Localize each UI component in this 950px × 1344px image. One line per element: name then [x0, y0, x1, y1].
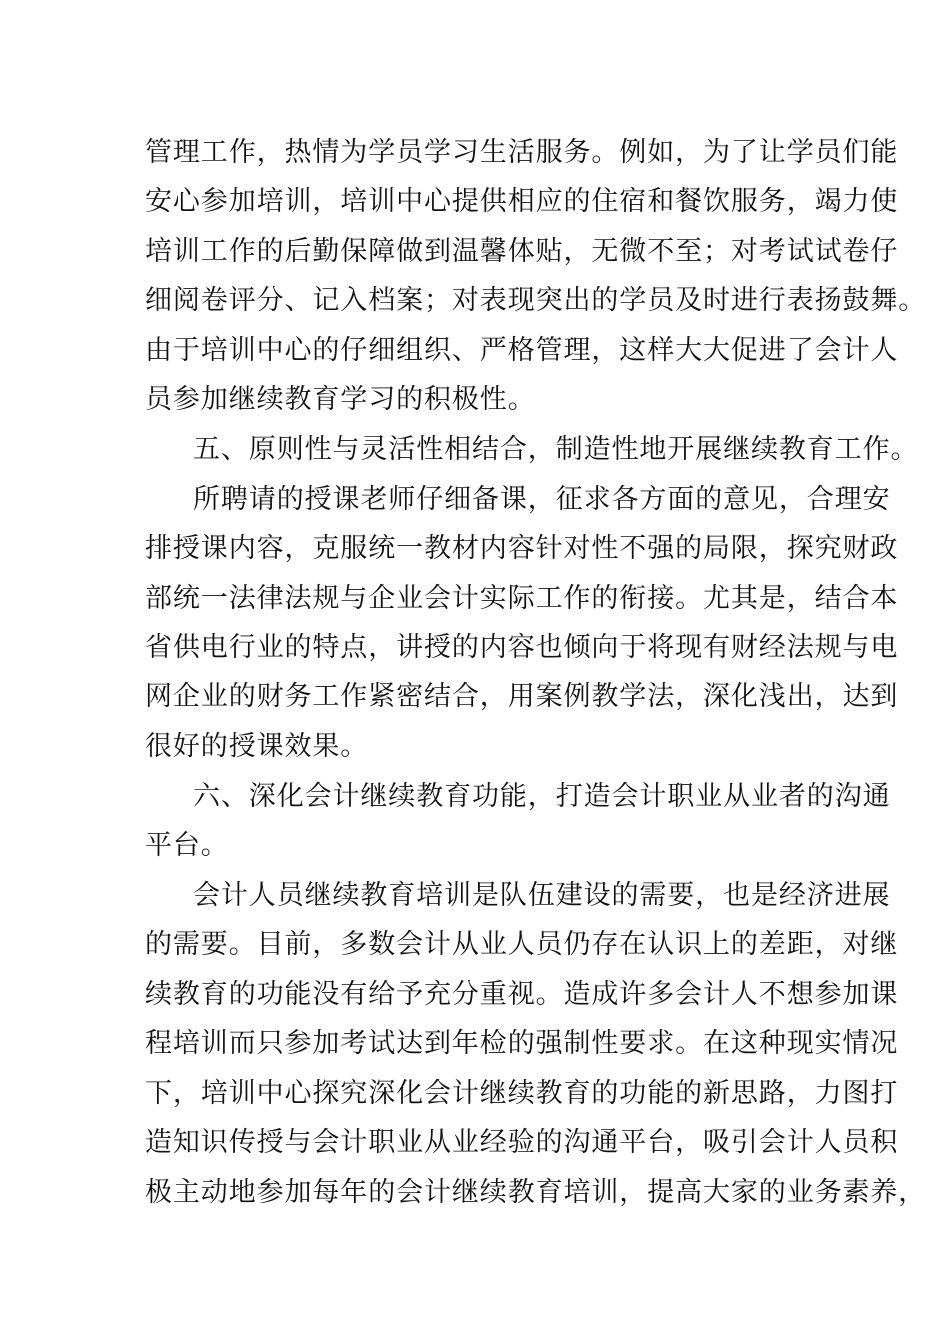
section-heading-6: 六、深化会计继续教育功能，打造会计职业从业者的沟通 [193, 781, 891, 812]
text-line: 的需要。目前，多数会计从业人员仍存在认识上的差距，对继 [145, 929, 899, 960]
text-line: 下，培训中心探究深化会计继续教育的功能的新思路，力图打 [145, 1078, 899, 1109]
text-line: 续教育的功能没有给予充分重视。造成许多会计人不想参加课 [145, 979, 899, 1010]
section-heading-5: 五、原则性与灵活性相结合，制造性地开展继续教育工作。 [193, 434, 919, 465]
text-line: 极主动地参加每年的会计继续教育培训，提高大家的业务素养， [145, 1177, 927, 1208]
text-line: 培训工作的后勤保障做到温馨体贴，无微不至；对考试试卷仔 [145, 236, 899, 267]
text-line: 排授课内容，克服统一教材内容针对性不强的局限，探究财政 [145, 533, 899, 564]
text-line: 很好的授课效果。 [145, 731, 369, 762]
text-line: 安心参加培训，培训中心提供相应的住宿和餐饮服务，竭力使 [145, 186, 899, 217]
text-line: 造知识传授与会计职业从业经验的沟通平台，吸引会计人员积 [145, 1127, 899, 1158]
text-line: 员参加继续教育学习的积极性。 [145, 384, 536, 415]
text-line: 省供电行业的特点，讲授的内容也倾向于将现有财经法规与电 [145, 632, 899, 663]
text-line: 所聘请的授课老师仔细备课，征求各方面的意见，合理安 [193, 484, 891, 515]
text-line: 由于培训中心的仔细组织、严格管理，这样大大促进了会计人 [145, 335, 899, 366]
text-line: 会计人员继续教育培训是队伍建设的需要，也是经济进展 [193, 880, 891, 911]
section-heading-6-cont: 平台。 [145, 830, 229, 861]
text-line: 细阅卷评分、记入档案；对表现突出的学员及时进行表扬鼓舞。 [145, 285, 927, 316]
text-line: 部统一法律法规与企业会计实际工作的衔接。尤其是，结合本 [145, 583, 899, 614]
text-line: 程培训而只参加考试达到年检的强制性要求。在这种现实情况 [145, 1028, 899, 1059]
text-line: 网企业的财务工作紧密结合，用案例教学法，深化浅出，达到 [145, 681, 899, 712]
text-line: 管理工作，热情为学员学习生活服务。例如，为了让学员们能 [145, 137, 899, 168]
